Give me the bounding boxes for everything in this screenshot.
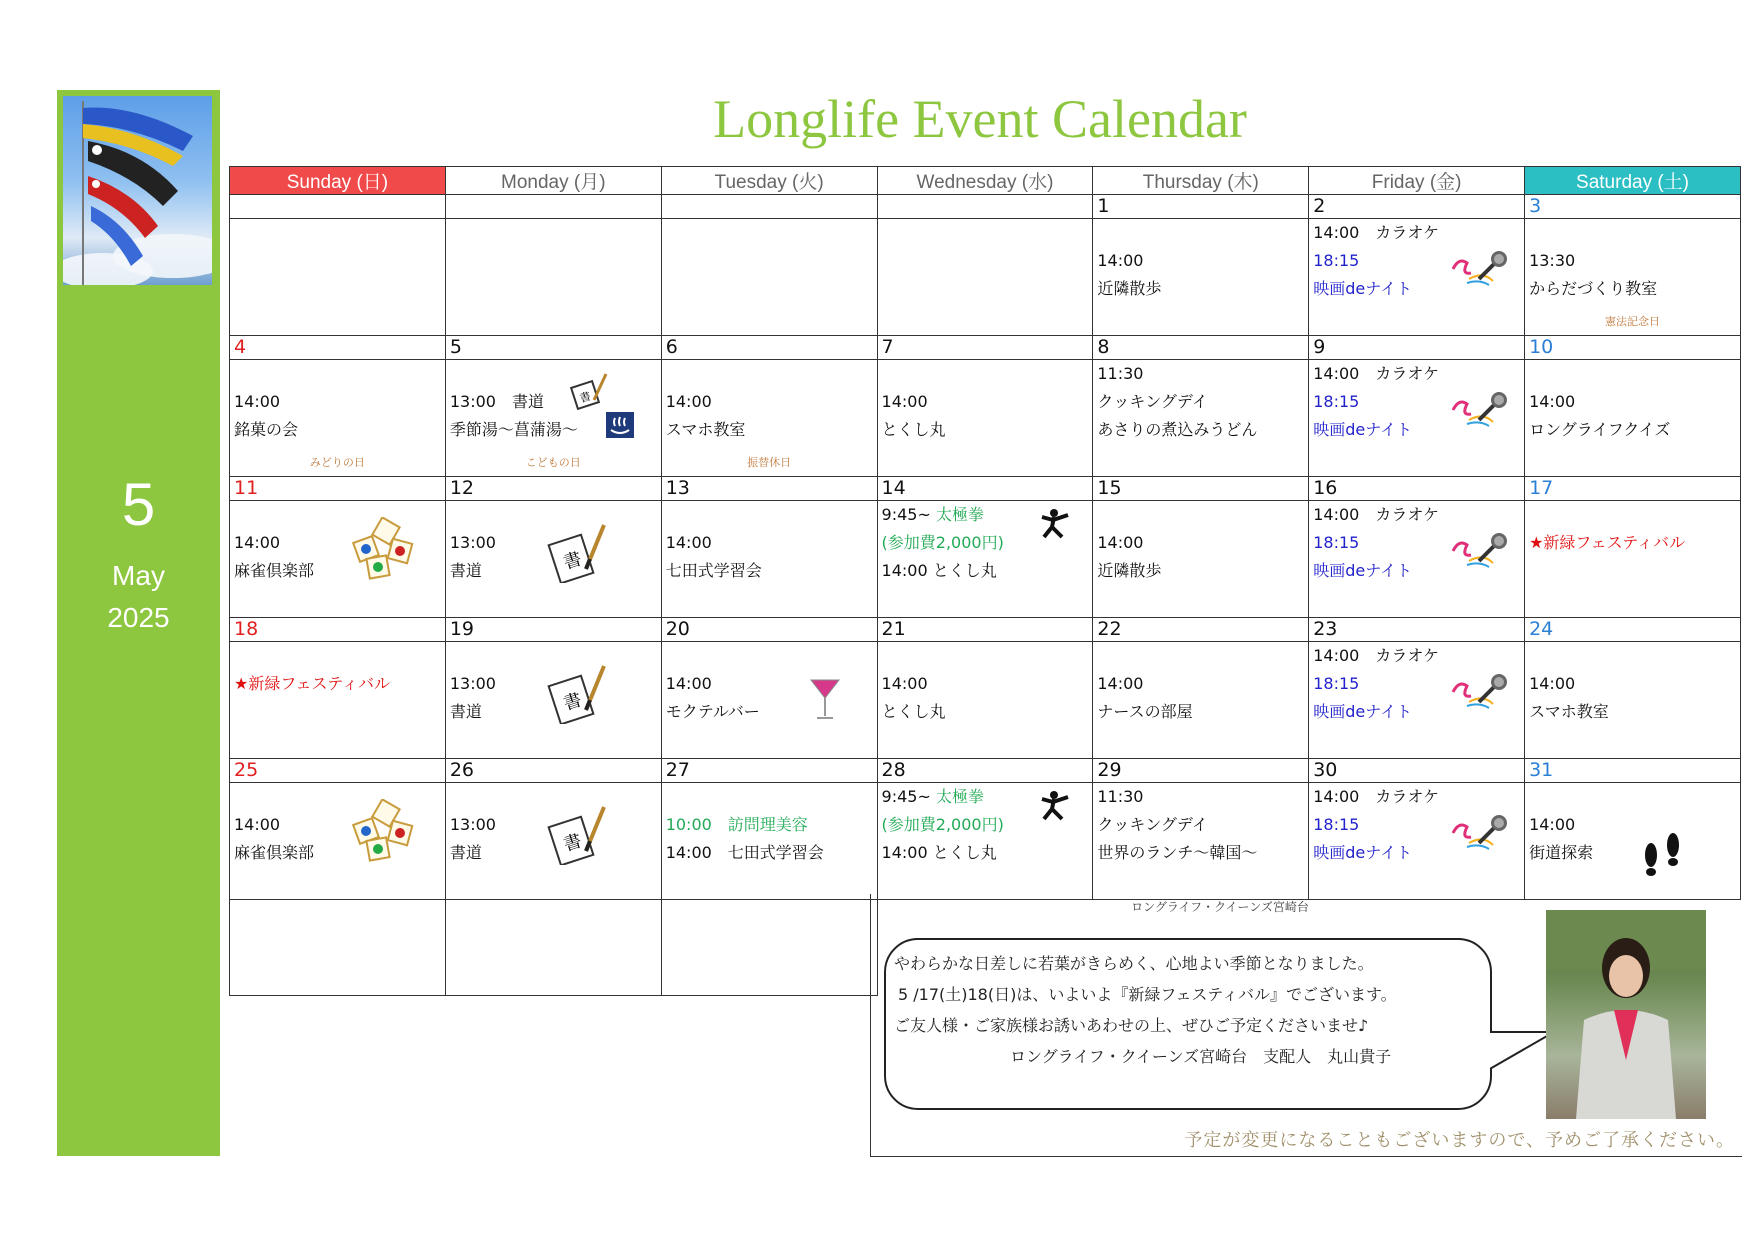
event-line-3: 街道探索 [1529, 843, 1594, 862]
year-label: 2025 [107, 602, 170, 633]
event-line-3: 世界のランチ〜韓国〜 [1097, 843, 1258, 862]
date-number-row [230, 195, 1741, 219]
event-cell-friday [1309, 360, 1525, 477]
event-cell-saturday [1525, 783, 1741, 900]
date-number-monday: 5 [445, 336, 661, 360]
event-cell-thursday [1093, 501, 1309, 618]
microphone-icon [1449, 672, 1513, 716]
header-friday: Friday (金) [1309, 167, 1525, 195]
microphone-icon [1449, 390, 1513, 434]
date-number-row [230, 759, 1741, 783]
date-number-monday: 26 [445, 759, 661, 783]
date-number-monday [445, 195, 661, 219]
event-line-2: 14:00 [234, 533, 281, 552]
svg-text:書: 書 [560, 830, 585, 856]
date-number-monday: 12 [445, 477, 661, 501]
manager-photo [1546, 910, 1706, 1119]
bath-icon [606, 412, 634, 442]
event-line-3: 映画deナイト [1313, 279, 1413, 298]
event-row [230, 642, 1741, 759]
date-number-saturday: 3 [1525, 195, 1741, 219]
event-cell-thursday [1093, 219, 1309, 336]
event-cell-tuesday [661, 783, 877, 900]
event-line-2: 13:30 [1529, 251, 1576, 270]
svg-text:書: 書 [560, 689, 585, 715]
event-line-2: 14:00 [1529, 815, 1576, 834]
event-row [230, 501, 1741, 618]
month-label: May [112, 560, 165, 591]
event-line-1 [882, 501, 984, 529]
koinobori-image [63, 96, 212, 285]
event-cell-sunday [230, 783, 446, 900]
event-line-1 [882, 783, 984, 811]
event-line-2: 14:00 [234, 815, 281, 834]
day-number: 5 [121, 471, 156, 538]
header-thursday: Thursday (木) [1093, 167, 1309, 195]
event-line-3: 書道 [449, 702, 482, 721]
date-number-thursday: 22 [1093, 618, 1309, 642]
event-cell-wednesday [877, 501, 1093, 618]
date-number-tuesday: 6 [661, 336, 877, 360]
date-number-monday: 19 [445, 618, 661, 642]
event-line-2: 14:00 [665, 674, 712, 693]
date-number-friday: 30 [1309, 759, 1525, 783]
date-number-row [230, 477, 1741, 501]
event-line-3: 14:00 七田式学習会 [665, 843, 824, 862]
date-number-sunday: 18 [230, 618, 446, 642]
empty-cell [445, 900, 661, 996]
holiday-label: こどもの日 [525, 456, 581, 469]
date-number-sunday [230, 195, 446, 219]
event-time: 9:45~ [881, 505, 936, 524]
footprints-icon [1637, 827, 1687, 881]
event-cell-saturday [1525, 360, 1741, 477]
event-line-3: 映画deナイト [1313, 561, 1413, 580]
weekday-header-row [230, 167, 1741, 195]
sidebar [57, 90, 220, 1156]
event-line-1: 11:30 [1097, 787, 1144, 806]
event-cell-sunday [230, 219, 446, 336]
event-line-1: 14:00 カラオケ [1313, 364, 1440, 383]
event-line-1: 14:00 カラオケ [1313, 646, 1440, 665]
event-line-2: (参加費2,000円) [881, 533, 1004, 552]
event-line-3: ロングライフクイズ [1529, 420, 1671, 439]
event-line-3: 映画deナイト [1313, 420, 1413, 439]
date-number-tuesday: 20 [661, 618, 877, 642]
event-title: 太極拳 [935, 787, 984, 806]
event-cell-tuesday [661, 360, 877, 477]
event-line-2: 14:00 [1097, 674, 1144, 693]
date-number-tuesday: 13 [661, 477, 877, 501]
event-row [230, 783, 1741, 900]
header-tuesday: Tuesday (火) [661, 167, 877, 195]
date-number-thursday: 8 [1093, 336, 1309, 360]
event-cell-monday [445, 360, 661, 477]
event-line-3: 近隣散歩 [1097, 279, 1162, 298]
empty-cell [230, 900, 446, 996]
svg-text:書: 書 [577, 389, 593, 406]
message-signature: ロングライフ・クイーンズ宮崎台 支配人 丸山貴子 [1010, 1047, 1392, 1066]
event-line-3: 14:00 とくし丸 [881, 561, 997, 580]
event-cell-friday [1309, 501, 1525, 618]
calligraphy-icon [570, 370, 610, 414]
event-line-3: 季節湯〜菖蒲湯〜 [449, 420, 578, 439]
change-notice: 予定が変更になることもございますので、予めご了承ください。 [1184, 1130, 1735, 1151]
event-cell-thursday [1093, 642, 1309, 759]
date-number-tuesday [661, 195, 877, 219]
event-line-2: 14:00 [665, 533, 712, 552]
date-number-sunday: 11 [230, 477, 446, 501]
event-line-1: 14:00 カラオケ [1313, 223, 1440, 242]
event-line-3: とくし丸 [881, 420, 946, 439]
event-cell-wednesday [877, 642, 1093, 759]
event-cell-tuesday [661, 642, 877, 759]
calendar-grid [229, 166, 1741, 996]
taichi-icon [1038, 507, 1072, 545]
date-number-saturday: 17 [1525, 477, 1741, 501]
facility-caption: ロングライフ・クイーンズ宮崎台 [1131, 900, 1309, 914]
header-sunday: Sunday (日) [230, 167, 446, 195]
event-line-2: ★新緑フェスティバル [1529, 533, 1686, 552]
event-cell-saturday [1525, 501, 1741, 618]
holiday-label: みどりの日 [309, 456, 365, 469]
event-line-3: 七田式学習会 [665, 561, 762, 580]
event-line-3: スマホ教室 [665, 420, 746, 439]
event-line-2: 14:00 [881, 392, 928, 411]
event-line-3: 近隣散歩 [1097, 561, 1162, 580]
header-saturday: Saturday (土) [1525, 167, 1741, 195]
event-line-2: 13:00 [449, 674, 496, 693]
date-number-thursday: 29 [1093, 759, 1309, 783]
microphone-icon [1449, 531, 1513, 575]
event-line-2: 14:00 [1097, 251, 1144, 270]
event-line-3: 映画deナイト [1313, 843, 1413, 862]
event-line-2: 14:00 [1529, 674, 1576, 693]
event-cell-friday [1309, 642, 1525, 759]
message-line-2: 5 /17(土)18(日)は、いよいよ『新緑フェスティバル』でございます。 [898, 985, 1397, 1004]
header-monday: Monday (月) [445, 167, 661, 195]
event-line-3: 14:00 とくし丸 [881, 843, 997, 862]
event-cell-wednesday [877, 783, 1093, 900]
event-row [230, 360, 1741, 477]
event-cell-tuesday [661, 219, 877, 336]
event-title: 太極拳 [935, 505, 984, 524]
date-number-row [230, 618, 1741, 642]
date-number-tuesday: 27 [661, 759, 877, 783]
event-time: 9:45~ [881, 787, 936, 806]
event-cell-monday [445, 219, 661, 336]
event-line-2: クッキングデイ [1097, 392, 1208, 411]
header-wednesday: Wednesday (水) [877, 167, 1093, 195]
event-line-2: (参加費2,000円) [881, 815, 1004, 834]
event-cell-saturday [1525, 219, 1741, 336]
event-line-2: 14:00 [1529, 392, 1576, 411]
taichi-icon [1038, 789, 1072, 827]
event-line-3: 書道 [449, 561, 482, 580]
date-number-wednesday: 28 [877, 759, 1093, 783]
date-number-sunday: 25 [230, 759, 446, 783]
event-cell-monday [445, 642, 661, 759]
event-cell-sunday [230, 642, 446, 759]
event-line-2: 13:00 [449, 815, 496, 834]
event-line-3: モクテルバー [665, 702, 760, 721]
event-line-3: 書道 [449, 843, 482, 862]
event-cell-wednesday [877, 360, 1093, 477]
event-cell-saturday [1525, 642, 1741, 759]
microphone-icon [1449, 249, 1513, 293]
event-line-2: 18:15 [1313, 674, 1360, 693]
event-line-3: とくし丸 [881, 702, 946, 721]
event-line-2: 14:00 [1097, 533, 1144, 552]
date-number-friday: 9 [1309, 336, 1525, 360]
event-line-2: 10:00 訪問理美容 [665, 815, 808, 834]
microphone-icon [1449, 813, 1513, 857]
message-line-1: やわらかな日差しに若葉がきらめく、心地よい季節となりました。 [894, 954, 1374, 973]
date-number-sunday: 4 [230, 336, 446, 360]
event-line-3: スマホ教室 [1529, 702, 1609, 721]
date-number-saturday: 31 [1525, 759, 1741, 783]
date-number-wednesday [877, 195, 1093, 219]
event-line-2: 18:15 [1313, 815, 1360, 834]
calligraphy-icon [546, 519, 610, 587]
calligraphy-icon [546, 801, 610, 869]
mahjong-icon [350, 517, 420, 587]
event-cell-monday [445, 501, 661, 618]
event-cell-friday [1309, 219, 1525, 336]
event-line-1: 14:00 カラオケ [1313, 787, 1440, 806]
event-line-3: 麻雀倶楽部 [234, 843, 315, 862]
event-line-3: ナースの部屋 [1097, 702, 1193, 721]
cocktail-icon [808, 676, 842, 726]
event-line-3: からだづくり教室 [1529, 279, 1658, 298]
event-line-2: 14:00 [881, 674, 928, 693]
event-line-2: 13:00 書道 [449, 392, 544, 411]
event-line-3: 映画deナイト [1313, 702, 1413, 721]
mahjong-icon [350, 799, 420, 869]
event-line-2: 13:00 [449, 533, 496, 552]
date-number-wednesday: 14 [877, 477, 1093, 501]
event-cell-thursday [1093, 360, 1309, 477]
event-line-3: 麻雀倶楽部 [234, 561, 315, 580]
date-number-friday: 23 [1309, 618, 1525, 642]
event-line-2: ★新緑フェスティバル [234, 674, 390, 693]
event-line-2: クッキングデイ [1097, 815, 1208, 834]
date-number-saturday: 10 [1525, 336, 1741, 360]
holiday-label: 憲法記念日 [1605, 315, 1661, 328]
event-cell-sunday [230, 360, 446, 477]
date-number-wednesday: 21 [877, 618, 1093, 642]
date-number-friday: 16 [1309, 477, 1525, 501]
date-number-thursday: 1 [1093, 195, 1309, 219]
date-number-saturday: 24 [1525, 618, 1741, 642]
event-cell-monday [445, 783, 661, 900]
page-title: Longlife Event Calendar [713, 89, 1247, 149]
date-number-row [230, 336, 1741, 360]
event-line-2: 18:15 [1313, 533, 1360, 552]
event-line-1: 14:00 カラオケ [1313, 505, 1440, 524]
event-line-2: 18:15 [1313, 251, 1360, 270]
event-row [230, 219, 1741, 336]
event-cell-wednesday [877, 219, 1093, 336]
message-line-3: ご友人様・ご家族様お誘いあわせの上、ぜひご予定くださいませ♪ [894, 1016, 1369, 1035]
event-cell-tuesday [661, 501, 877, 618]
svg-text:書: 書 [560, 548, 585, 574]
event-cell-sunday [230, 501, 446, 618]
event-line-3: あさりの煮込みうどん [1097, 420, 1258, 439]
event-line-1: 11:30 [1097, 364, 1144, 383]
event-line-3: 銘菓の会 [234, 420, 299, 439]
event-line-2: 14:00 [665, 392, 712, 411]
event-cell-thursday [1093, 783, 1309, 900]
holiday-label: 振替休日 [747, 456, 792, 469]
event-line-2: 18:15 [1313, 392, 1360, 411]
event-line-2: 14:00 [234, 392, 281, 411]
date-number-thursday: 15 [1093, 477, 1309, 501]
date-number-wednesday: 7 [877, 336, 1093, 360]
empty-cell [661, 900, 877, 996]
event-cell-friday [1309, 783, 1525, 900]
date-number-friday: 2 [1309, 195, 1525, 219]
calligraphy-icon [546, 660, 610, 728]
